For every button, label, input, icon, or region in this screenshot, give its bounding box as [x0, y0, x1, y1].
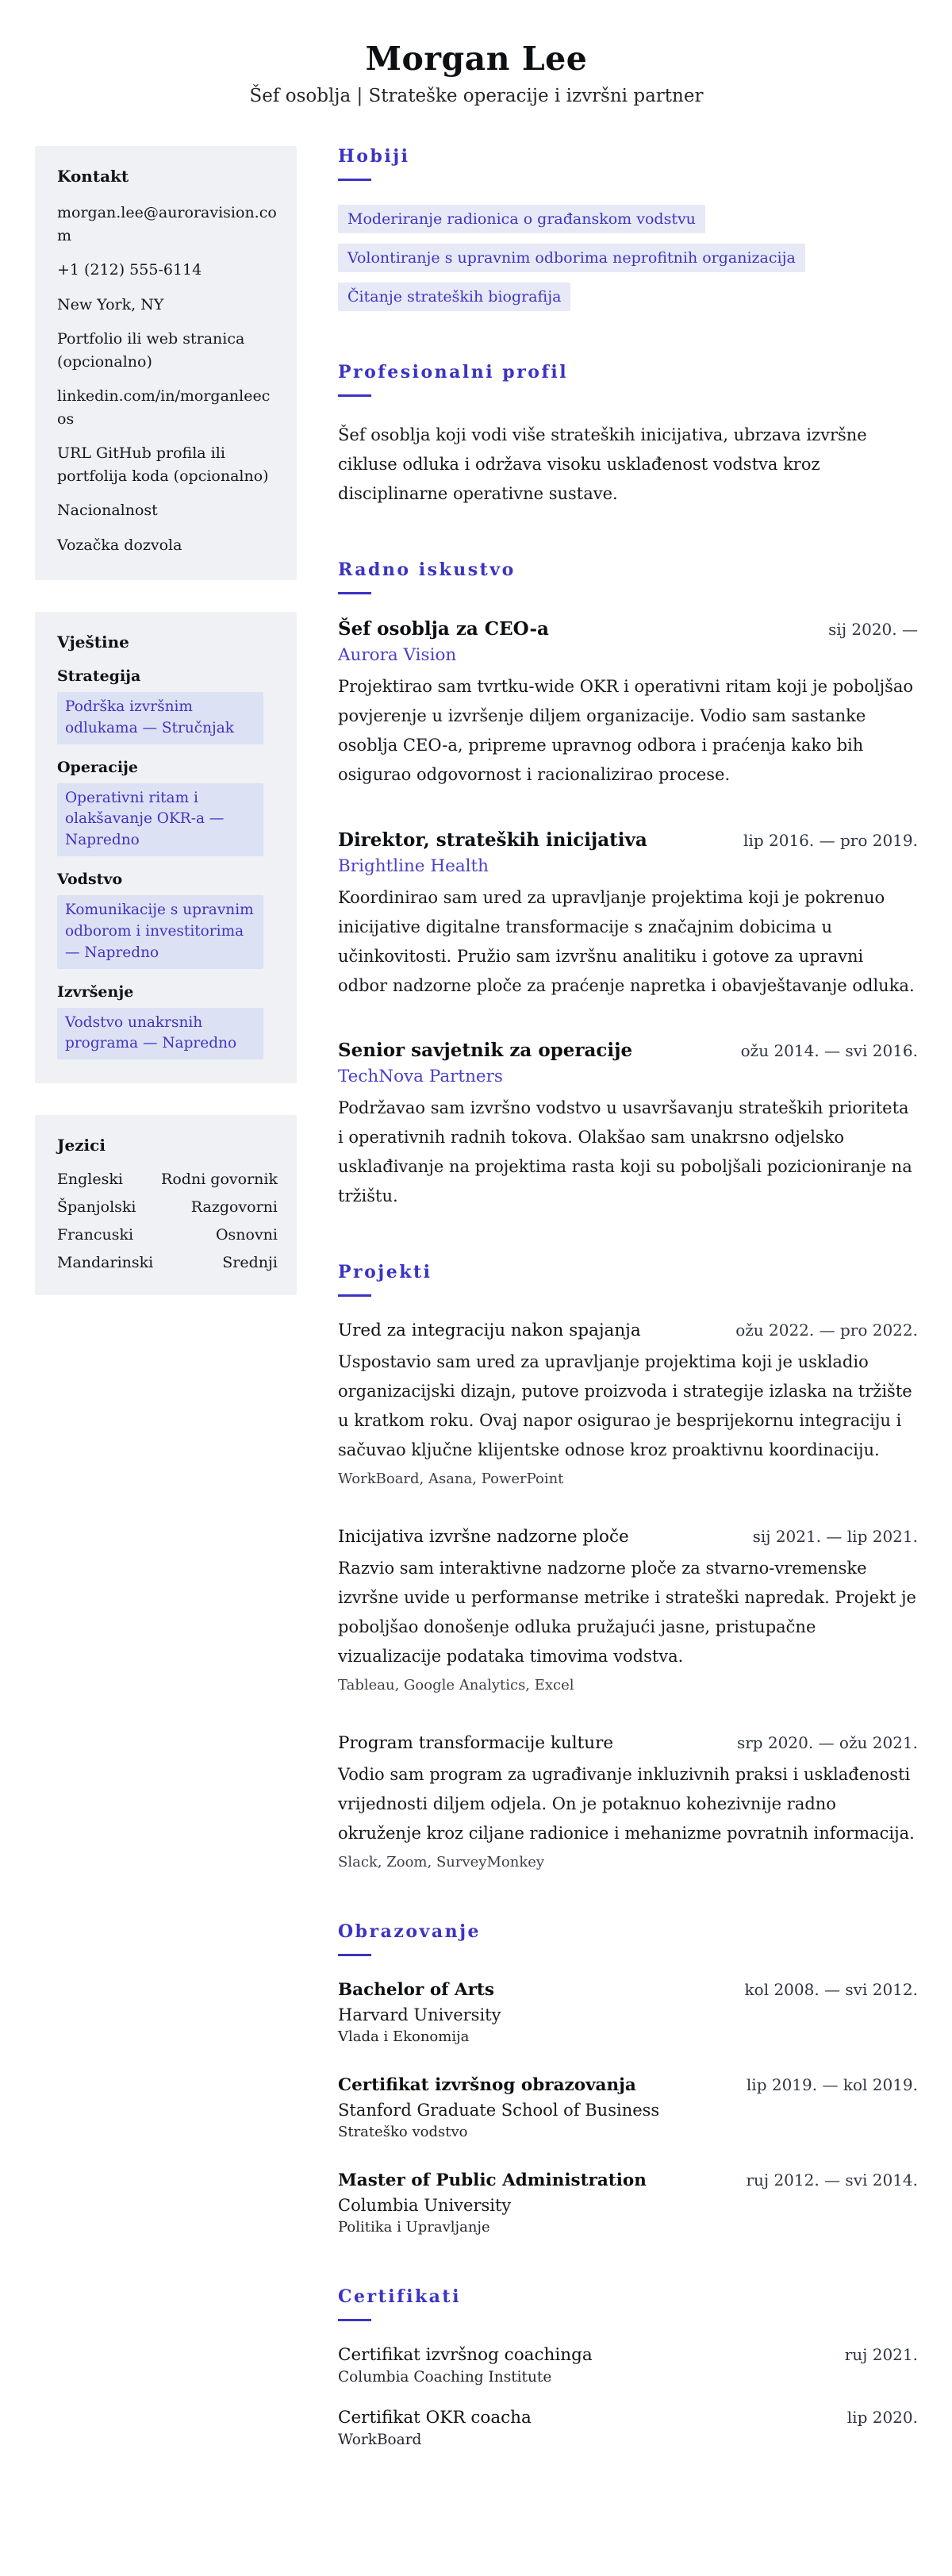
profile-text: Šef osoblja koji vodi više strateških inicijativa, ubrzava izvršne cikluse odluka i održava visoku usklađenost vodstva kroz disciplinarne operativne sustave.: [338, 425, 867, 503]
skill-group-label: Operacije: [57, 758, 138, 776]
skill-group-label: Izvršenje: [57, 982, 134, 1001]
contact-linkedin: linkedin.com/in/morganleecos: [57, 387, 271, 428]
language-row: [57, 1171, 278, 1188]
education-dates: kol 2008. — svi 2012.: [744, 1979, 918, 1999]
education-entry: [338, 2170, 918, 2236]
certification-entry: [338, 2408, 918, 2448]
candidate-tagline: Šef osoblja | Strateške operacije i izvršni partner: [249, 86, 704, 106]
language-row: [57, 1254, 278, 1271]
job-role: Senior savjetnik za operacije: [338, 1040, 633, 1062]
contact-driving-license: Vozačka dozvola: [57, 536, 182, 554]
language-row: [57, 1226, 278, 1244]
job-dates: lip 2016. — pro 2019.: [743, 830, 918, 850]
skill-group-label: Vodstvo: [57, 871, 123, 889]
education-header: [338, 2075, 918, 2095]
skill-tag: Operativni ritam i olakšavanje OKR-a — Napredno: [57, 783, 263, 856]
project-header: [338, 1527, 918, 1547]
language-name: Mandarinski: [57, 1254, 154, 1272]
hobbies-section: [338, 146, 918, 311]
projects-section-title: Projekti: [338, 1262, 432, 1283]
contact-github: URL GitHub profila ili portfolija koda (opcionalno): [57, 444, 269, 485]
job-company: TechNova Partners: [338, 1067, 503, 1087]
project-header: [338, 1321, 918, 1340]
project-entry: [338, 1321, 918, 1487]
job-description: Koordinirao sam ured za upravljanje projektima koji je pokrenuo inicijative digitalne transformacije s značajnim dobicima u učinkovitosti. Pružio sam izvršnu analitiku i gotove za upravni odbor nadzorne ploče za praćenje napretka i obavještavanje odluka.: [338, 887, 915, 995]
resume-header: [35, 40, 918, 106]
section-underline: [338, 1294, 371, 1297]
project-description: Uspostavio sam ured za upravljanje projektima koji je uskladio organizacijski dizajn, putove proizvoda i strategije izlaska na tržište u kratkom roku. Ovaj napor osigurao je besprijekornu integraciju i sačuvao ključne klijentske odnose kroz proaktivnu koordinaciju.: [338, 1352, 912, 1460]
section-underline: [338, 2319, 371, 2321]
sidebar: [35, 146, 297, 1327]
hobbies-section-title: Hobiji: [338, 146, 410, 167]
project-header: [338, 1733, 918, 1753]
project-name: Inicijativa izvršne nadzorne ploče: [338, 1527, 629, 1548]
language-name: Francuski: [57, 1226, 134, 1244]
certification-name: Certifikat izvršnog coachinga: [338, 2344, 593, 2365]
language-level: Rodni govornik: [161, 1171, 278, 1189]
contact-email: morgan.lee@auroravision.com: [57, 204, 277, 244]
job-description: Projektirao sam tvrtku-wide OKR i operativni ritam koji je poboljšao povjerenje u izvršenje diljem organizacije. Vodio sam sastanke osoblja CEO-a, pripreme upravnog odbora i praćenja kako bih osigurao odgovornost i racionalizirao procese.: [338, 676, 914, 784]
profile-section: [338, 362, 918, 509]
education-dates: lip 2019. — kol 2019.: [746, 2074, 918, 2094]
certification-date: lip 2020.: [846, 2407, 918, 2427]
project-name: Ured za integraciju nakon spajanja: [338, 1321, 641, 1341]
education-entry: [338, 1980, 918, 2045]
job-entry: [338, 1040, 918, 1211]
project-dates: ožu 2022. — pro 2022.: [735, 1321, 918, 1340]
job-entry: [338, 829, 918, 1001]
contact-section: [35, 146, 297, 580]
education-degree: Master of Public Administration: [338, 2170, 647, 2190]
skills-section: [35, 612, 297, 1083]
project-entry: [338, 1527, 918, 1694]
job-header: [338, 829, 918, 851]
section-underline: [338, 1954, 371, 1956]
job-company: Aurora Vision: [338, 644, 457, 665]
job-header: [338, 618, 918, 640]
skill-tag: Komunikacije s upravnim odborom i investitorima — Napredno: [57, 895, 263, 968]
job-description: Podržavao sam izvršno vodstvo u usavršavanju strateških prioriteta i operativnih radnih tokova. Olakšao sam unakrsno odjelsko usklađivanje na projektima rasta koji su poboljšali pozicioniranje na tržištu.: [338, 1098, 912, 1206]
job-dates: sij 2020. —: [828, 619, 918, 639]
hobby-chip: Volontiranje s upravnim odborima neprofitnih organizacija: [338, 244, 805, 272]
project-description: Razvio sam interaktivne nadzorne ploče za stvarno-vremenske izvršne uvide u performanse metrike i strateški napredak. Projekt je poboljšao donošenje odluka pružajući jasne, pristupačne vizualizacije podataka timovima vodstva.: [338, 1559, 916, 1666]
projects-section: [338, 1262, 918, 1870]
education-section-title: Obrazovanje: [338, 1920, 482, 1942]
education-school: Stanford Graduate School of Business: [338, 2100, 660, 2120]
language-level: Osnovni: [215, 1226, 278, 1244]
project-tools: Slack, Zoom, SurveyMonkey: [338, 1853, 545, 1870]
education-field: Vlada i Ekonomija: [338, 2028, 470, 2045]
education-entry: [338, 2075, 918, 2140]
language-name: Engleski: [57, 1171, 123, 1189]
project-name: Program transformacije kulture: [338, 1732, 614, 1753]
certifications-section: [338, 2286, 918, 2448]
skill-tag: Podrška izvršnim odlukama — Stručnjak: [57, 692, 263, 744]
project-tools: Tableau, Google Analytics, Excel: [338, 1676, 574, 1694]
education-school: Harvard University: [338, 2005, 501, 2024]
main-column: [338, 146, 918, 2499]
contact-portfolio: Portfolio ili web stranica (opcionalno): [57, 330, 245, 371]
project-description: Vodio sam program za ugrađivanje inkluzivnih praksi i usklađenosti vrijednosti diljem odjela. On je potaknuo kohezivnije radno okruženje kroz ciljane radionice i mehanizme povratnih informacija.: [338, 1764, 915, 1843]
certification-name: Certifikat OKR coacha: [338, 2407, 532, 2428]
skill-group-label: Strategija: [57, 667, 141, 685]
languages-section-title: Jezici: [57, 1136, 106, 1155]
skills-section-title: Vještine: [57, 632, 129, 652]
contact-phone: +1 (212) 555-6114: [57, 261, 202, 279]
language-level: Srednji: [222, 1254, 278, 1272]
certification-issuer: Columbia Coaching Institute: [338, 2368, 552, 2386]
language-row: [57, 1198, 278, 1216]
experience-section: [338, 559, 918, 1211]
section-underline: [338, 394, 371, 397]
candidate-name: Morgan Lee: [365, 40, 588, 78]
hobby-chip: Čitanje strateških biografija: [338, 283, 570, 311]
job-company: Brightline Health: [338, 855, 489, 876]
education-field: Politika i Upravljanje: [338, 2218, 490, 2236]
contact-nationality: Nacionalnost: [57, 502, 158, 519]
education-field: Strateško vodstvo: [338, 2123, 468, 2140]
education-degree: Certifikat izvršnog obrazovanja: [338, 2074, 636, 2095]
education-header: [338, 1980, 918, 2000]
certification-issuer: WorkBoard: [338, 2431, 422, 2448]
certifications-section-title: Certifikati: [338, 2286, 461, 2307]
job-header: [338, 1040, 918, 1061]
contact-location: New York, NY: [57, 295, 164, 313]
education-school: Columbia University: [338, 2195, 512, 2215]
job-role: Direktor, strateških inicijativa: [338, 829, 647, 851]
job-entry: [338, 618, 918, 790]
project-tools: WorkBoard, Asana, PowerPoint: [338, 1471, 564, 1488]
section-underline: [338, 592, 371, 594]
job-dates: ožu 2014. — svi 2016.: [740, 1041, 918, 1061]
experience-section-title: Radno iskustvo: [338, 559, 516, 580]
project-dates: srp 2020. — ožu 2021.: [736, 1732, 918, 1752]
education-header: [338, 2170, 918, 2190]
project-entry: [338, 1733, 918, 1870]
education-degree: Bachelor of Arts: [338, 1979, 494, 2000]
skill-tag: Vodstvo unakrsnih programa — Napredno: [57, 1008, 263, 1060]
certification-date: ruj 2021.: [844, 2344, 918, 2364]
profile-section-title: Profesionalni profil: [338, 362, 569, 383]
project-dates: sij 2021. — lip 2021.: [752, 1527, 918, 1547]
hobby-chip: Moderiranje radionica o građanskom vodstvu: [338, 205, 705, 233]
certification-header: [338, 2408, 918, 2428]
education-section: [338, 1921, 918, 2236]
contact-section-title: Kontakt: [57, 167, 129, 186]
job-role: Šef osoblja za CEO-a: [338, 617, 549, 640]
languages-section: [35, 1115, 297, 1295]
resume-columns: [35, 146, 918, 2499]
language-name: Španjolski: [57, 1198, 136, 1217]
section-underline: [338, 179, 371, 181]
education-dates: ruj 2012. — svi 2014.: [746, 2170, 918, 2190]
language-level: Razgovorni: [190, 1198, 278, 1217]
certification-entry: [338, 2345, 918, 2386]
certification-header: [338, 2345, 918, 2365]
